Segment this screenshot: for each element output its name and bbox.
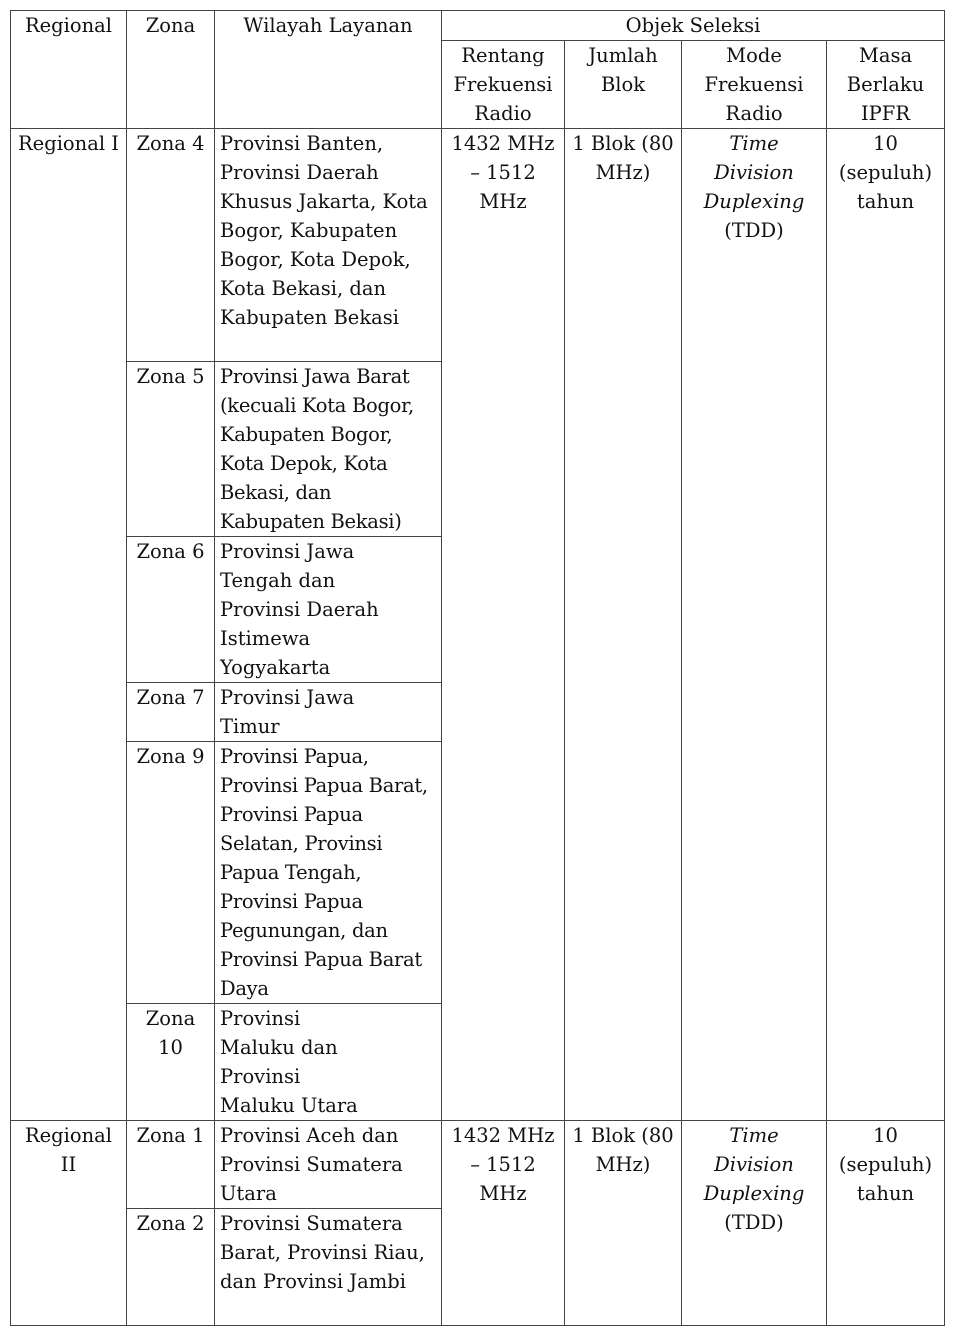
- zona-cell: Zona 5: [127, 362, 215, 537]
- mode-cell: [682, 129, 827, 1121]
- wilayah-cell: Provinsi Jawa Barat (kecuali Kota Bogor, Kabupaten Bogor, Kota Depok, Kota Bekasi, dan Kabupaten Bekasi): [215, 362, 442, 537]
- jumlah-blok-cell: 1 Blok (80 MHz): [565, 129, 682, 1121]
- selection-table-container: [10, 10, 945, 1326]
- zona-cell: Zona 4: [127, 129, 215, 362]
- regional-cell: Regional II: [11, 1121, 127, 1326]
- header-mode-frekuensi: Mode Frekuensi Radio: [682, 41, 827, 129]
- header-jumlah-blok: Jumlah Blok: [565, 41, 682, 129]
- zona-cell: Zona 6: [127, 537, 215, 683]
- zona-cell: Zona 10: [127, 1004, 215, 1121]
- table-row: [11, 1121, 945, 1209]
- mode-italic-line: Time: [729, 132, 779, 155]
- rentang-cell: 1432 MHz – 1512 MHz: [442, 129, 565, 1121]
- wilayah-cell: Provinsi Sumatera Barat, Provinsi Riau, dan Provinsi Jambi: [215, 1209, 442, 1326]
- mode-italic-line: Division: [714, 161, 794, 184]
- rentang-cell: 1432 MHz – 1512 MHz: [442, 1121, 565, 1326]
- zona-cell: Zona 7: [127, 683, 215, 742]
- header-wilayah-layanan: Wilayah Layanan: [215, 11, 442, 129]
- zona-cell: Zona 1: [127, 1121, 215, 1209]
- header-objek-seleksi: Objek Seleksi: [442, 11, 945, 41]
- masa-berlaku-cell: 10 (sepuluh) tahun: [827, 129, 945, 1121]
- wilayah-cell: Provinsi Maluku dan Provinsi Maluku Utara: [215, 1004, 442, 1121]
- header-row-1: [11, 11, 945, 41]
- mode-italic-line: Duplexing: [703, 1182, 805, 1205]
- mode-italic-line: Time: [729, 1124, 779, 1147]
- header-zona: Zona: [127, 11, 215, 129]
- zona-cell: Zona 9: [127, 742, 215, 1004]
- mode-italic-line: Division: [714, 1153, 794, 1176]
- wilayah-cell: Provinsi Jawa Tengah dan Provinsi Daerah Istimewa Yogyakarta: [215, 537, 442, 683]
- selection-object-table: [10, 10, 945, 1326]
- header-regional: Regional: [11, 11, 127, 129]
- zona-cell: Zona 2: [127, 1209, 215, 1326]
- header-masa-berlaku: Masa Berlaku IPFR: [827, 41, 945, 129]
- mode-italic-line: Duplexing: [703, 190, 805, 213]
- wilayah-cell: Provinsi Jawa Timur: [215, 683, 442, 742]
- wilayah-cell: Provinsi Papua, Provinsi Papua Barat, Provinsi Papua Selatan, Provinsi Papua Tengah, Provinsi Papua Pegunungan, dan Provinsi Papua Barat Daya: [215, 742, 442, 1004]
- wilayah-cell: Provinsi Aceh dan Provinsi Sumatera Utara: [215, 1121, 442, 1209]
- jumlah-blok-cell: 1 Blok (80 MHz): [565, 1121, 682, 1326]
- wilayah-cell: Provinsi Banten, Provinsi Daerah Khusus Jakarta, Kota Bogor, Kabupaten Bogor, Kota Depok, Kota Bekasi, dan Kabupaten Bekasi: [215, 129, 442, 362]
- mode-cell: [682, 1121, 827, 1326]
- mode-abbreviation: (TDD): [724, 219, 784, 242]
- masa-berlaku-cell: 10 (sepuluh) tahun: [827, 1121, 945, 1326]
- mode-abbreviation: (TDD): [724, 1211, 784, 1234]
- header-rentang-frekuensi: Rentang Frekuensi Radio: [442, 41, 565, 129]
- table-row: [11, 129, 945, 362]
- regional-cell: Regional I: [11, 129, 127, 1121]
